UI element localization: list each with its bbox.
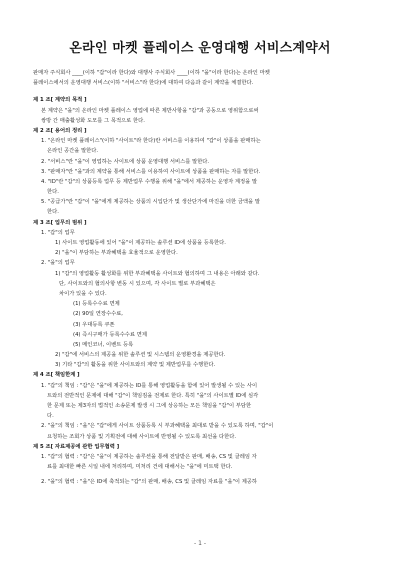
article-3-line: 1. "갑"의 업무: [41, 229, 75, 236]
article-3-line: 3) 기타 "갑"의 활동을 위한 사이트와의 계약 및 제반업무를 수행한다.: [55, 362, 216, 369]
document-body: [33, 68, 373, 488]
article-3-line: (4) 즉시구매가 등록수수료 면제: [73, 331, 147, 338]
article-3-line: (3) 우대등록 쿠폰: [73, 321, 115, 328]
article-4-heading: 제 4 조[ 책임한계 ]: [33, 372, 80, 379]
article-3-line: 차이가 있을 수 있다.: [59, 290, 107, 297]
article-2-line: 3. "판매자"란 "을"과의 계약을 통해 서비스를 이용하여 사이트에 상품을 판매하는 자를 말한다.: [41, 168, 261, 175]
article-2-line: 1. "온라인 마켓 플레이스"(이하 "사이트"라 한다)란 서비스를 이용하여 "갑"이 상품을 판매하는: [41, 138, 261, 145]
article-3-line: 2) "갑"에 서비스의 제공을 위한 솔루션 및 시스템의 운영환경을 제공한다.: [55, 352, 226, 359]
article-3-line: (5) 메인코너, 이벤트 등록: [73, 341, 134, 348]
article-2-line: 5. "공급가"란 "갑"이 "을"에게 제공하는 상품의 시입단가 및 생산단가에 마진을 더한 금액을 말: [41, 199, 260, 206]
article-3-line: 2) "을"이 부담하는 부과혜택을 효율적으로 운영한다.: [55, 250, 178, 257]
article-4-line: 트와의 전반적인 문제에 대해 "갑"이 책임짐을 전제로 한다. 특히 "을"의 사이트별 ID에 심각: [47, 392, 259, 399]
article-3-line: 1) 사이트 영업활동에 있어 "을"이 제공하는 솔루션 ID에 상품을 등록한다.: [55, 240, 226, 246]
article-3-line: 2. "을"의 업무: [41, 260, 75, 267]
article-3-heading: 제 3 조[ 업무의 범위 ]: [33, 219, 87, 226]
article-3-line: 단, 사이트와의 협의사항 변동 시 있으며, 각 사이트 별로 부과혜택은: [59, 280, 216, 287]
article-3-line: (2) 90일 연장수수료,: [73, 311, 123, 318]
article-5-line: 1. "갑"의 협력 : "갑"은 "을"이 제공하는 솔루션을 통해 전달받은 판매, 배송, CS 및 클레임 자: [41, 453, 257, 460]
article-4-line: 1. "갑"의 책임 : "갑"은 "을"에 제공하는 ID를 통해 영업활동을 함에 있어 발생될 수 있는 사이: [41, 382, 258, 389]
article-2-heading: 제 2 조[ 용어의 정리 ]: [33, 127, 87, 134]
article-4-line: 한 문제 또는 제3자의 법적인 소송문제 발생 시 그에 상응하는 모든 책임을 "갑"이 부담한: [47, 403, 252, 409]
article-3-line: (1) 등록수수료 면제: [73, 301, 120, 308]
article-5-heading: 제 5 조[ 자료제공에 관한 업무협력 ]: [33, 443, 120, 450]
article-1-heading: 제 1 조[ 계약의 목적 ]: [33, 97, 87, 104]
article-2-line: 온라인 공간을 말한다.: [47, 148, 99, 155]
article-4-line: 2. "을"의 책임 : "을"은 "갑"에게 사이트 상품등록 시 부과혜택을 최대로 받을 수 있도록 하며, "갑"이: [41, 423, 274, 430]
article-2-line: 한다.: [47, 209, 59, 216]
article-5-line: 료를 최대한 빠른 시일 내에 처리하며, 미처리 건에 대해서는 "을"에 미트택 한다.: [47, 464, 233, 471]
article-4-line: 다.: [47, 413, 54, 420]
article-2-line: 4. "ID"란 "갑"의 상품등록 업무 등 제반업무 수행을 위해 "을"에서 제공하는 운영자 계정을 말: [41, 178, 258, 185]
document-title: 온라인 마켓 플레이스 운영대행 서비스계약서: [69, 41, 331, 56]
intro-line: 플레이스에서의 운영대행 서비스(이하 "서비스"라 한다)에 대하여 다음과 같이 계약을 체결한다.: [33, 80, 254, 87]
article-5-line: 2. "을"의 협력 : "을"은 ID에 축적되는 "갑"의 판매, 배송, CS 및 클레임 자료를 "을"이 제공하: [41, 479, 258, 486]
article-1-line: 본 계약은 "을"의 온라인 마켓 플레이스 영업에 따른 제반사항을 "갑"과 공동으로 영위함으로써: [41, 107, 259, 114]
page-number: - 1 -: [194, 540, 206, 547]
intro-line: 판매자 주식회사 ____(이하 "갑"이라 한다)와 대행사 주식회사 ____(이하 "을"이라 한다)는 온라인 마켓: [33, 70, 270, 76]
article-3-line: 1) "갑"의 영업활동 활성화를 위한 부과혜택을 사이트와 협의하며 그 내용은 아래와 같다.: [55, 270, 260, 277]
article-2-line: 2. "서비스"란 "을"이 영업하는 사이트에 상품 운영대행 서비스를 말한다.: [41, 158, 210, 165]
article-4-line: 요청하는 조회가 상품 및 기획전에 대해 사이트에 반영될 수 있도록 최선을 다한다.: [47, 433, 237, 440]
article-1-line: 쌍방 간 매출활성화 도모를 그 목적으로 한다.: [41, 117, 145, 124]
article-2-line: 한다.: [47, 189, 59, 196]
